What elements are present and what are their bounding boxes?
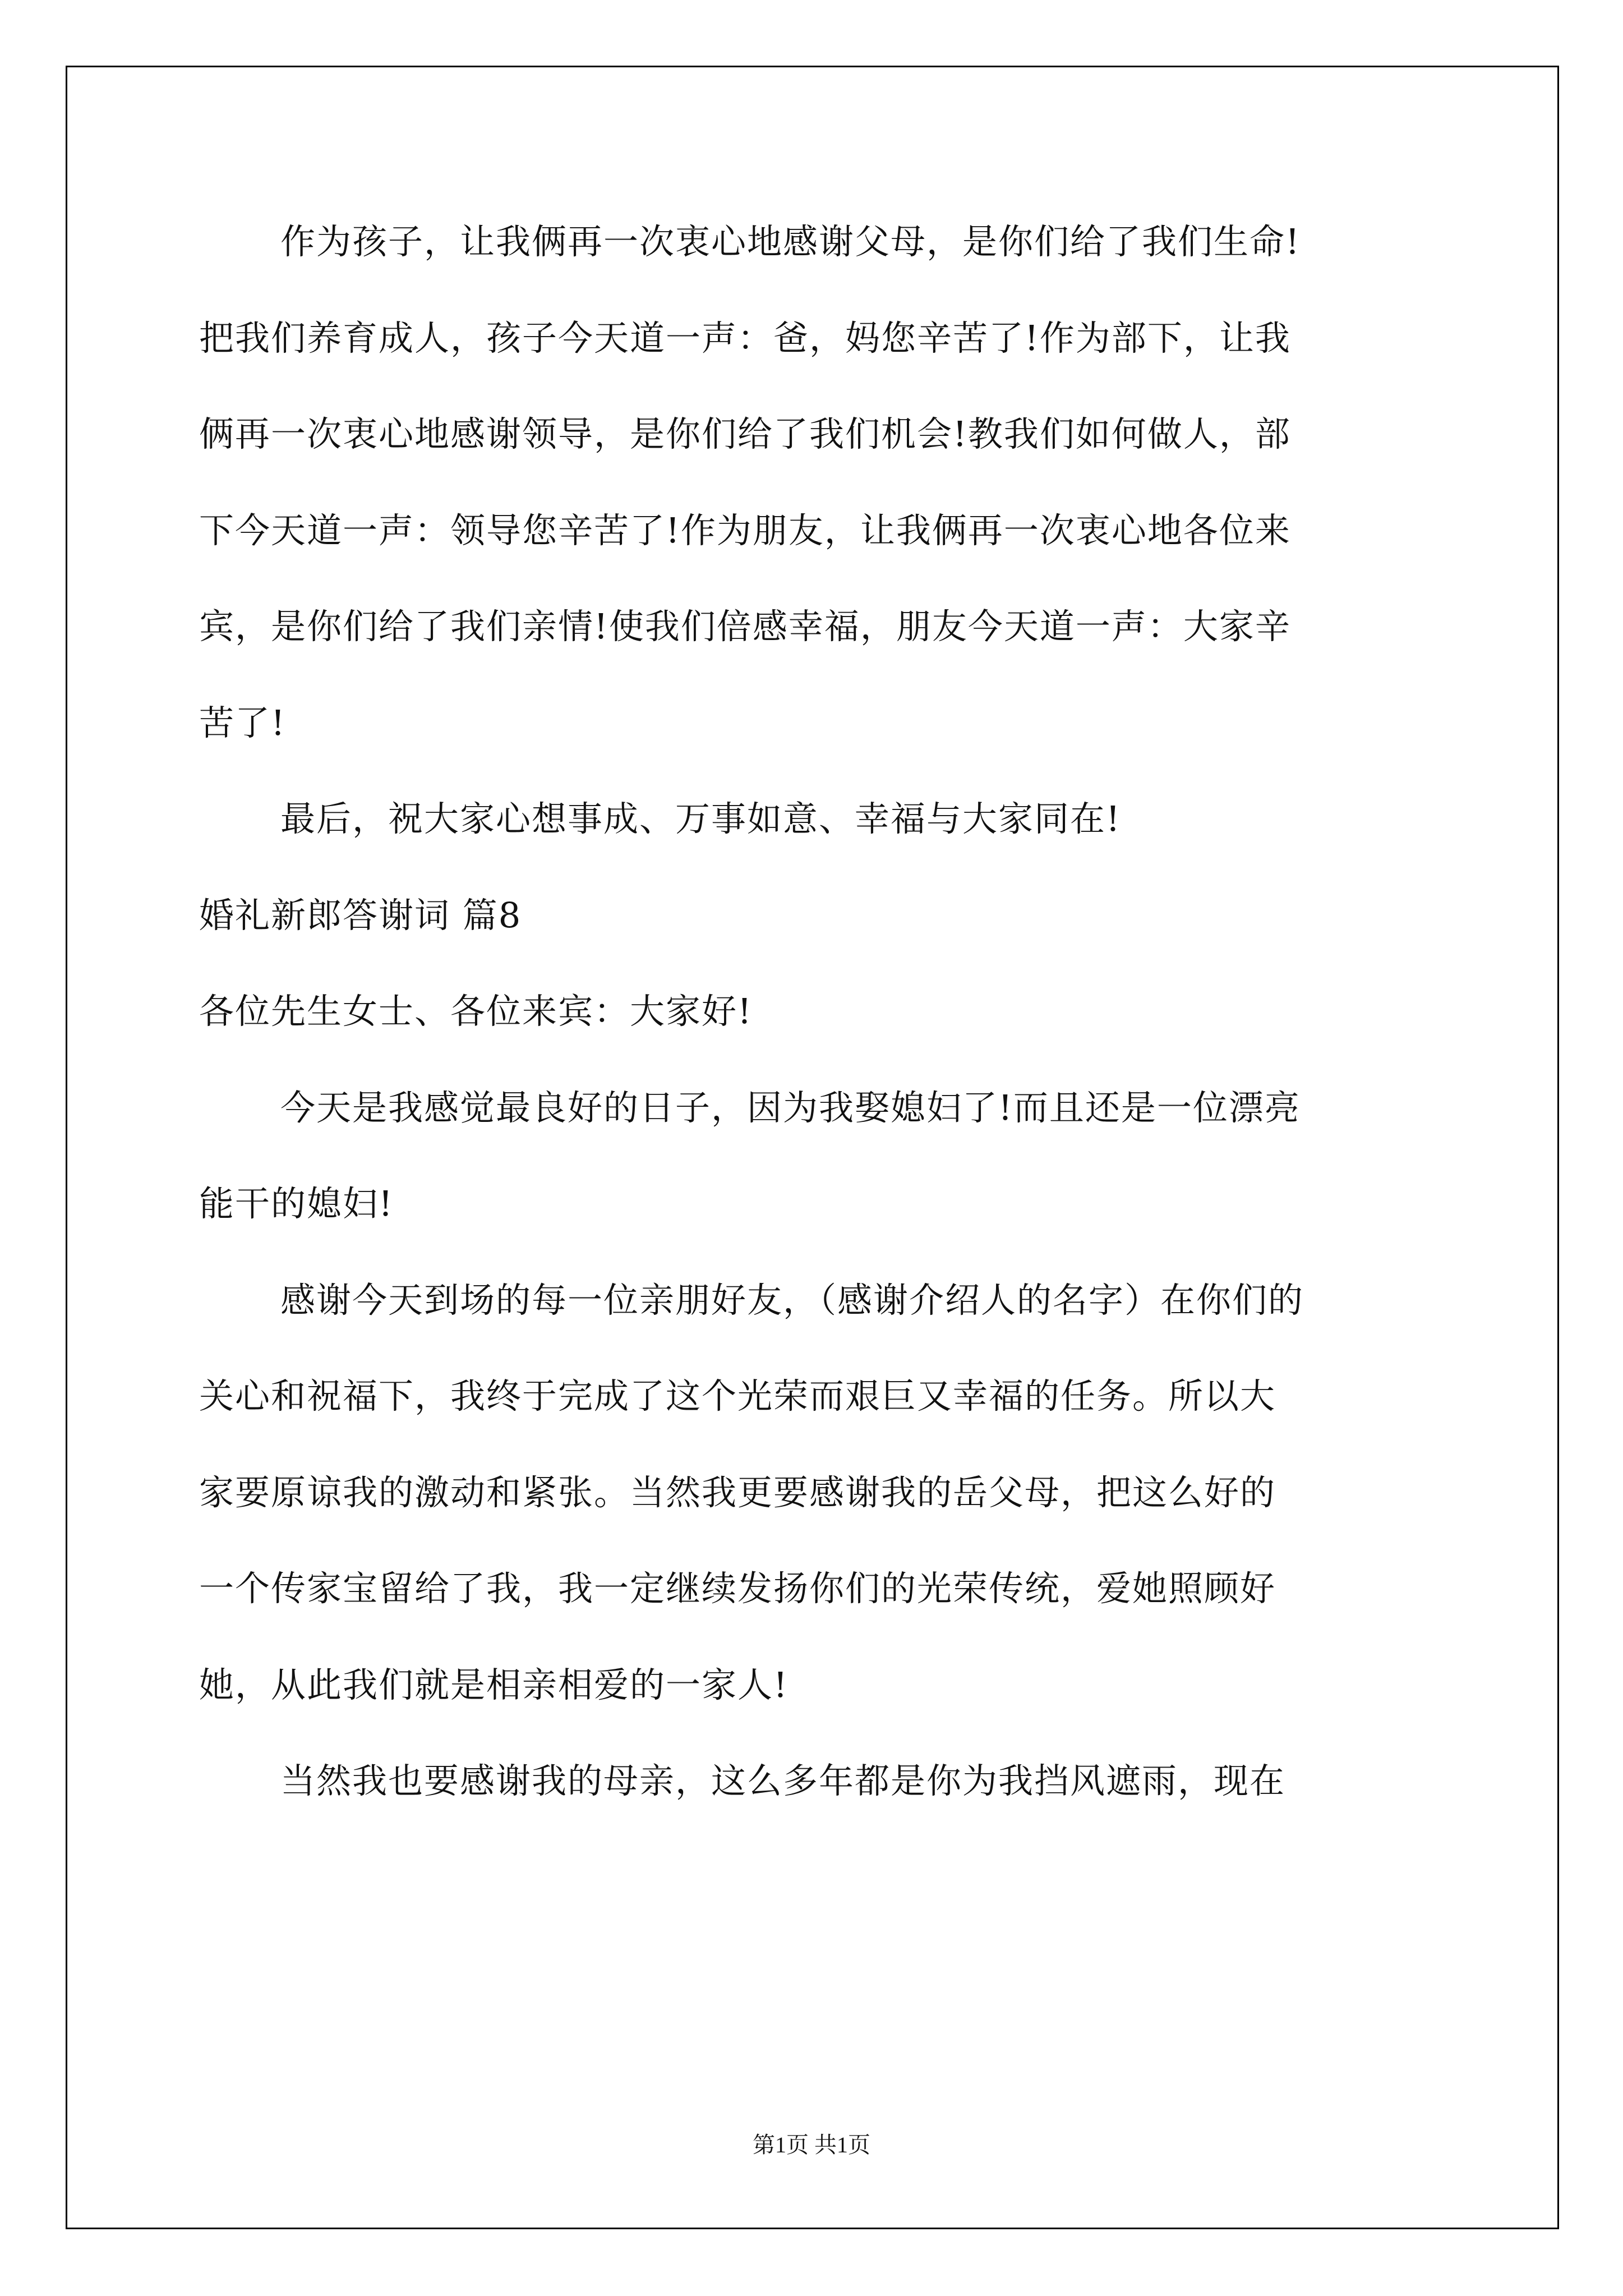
paragraph-line: 宾，是你们给了我们亲情!使我们倍感幸福，朋友今天道一声：大家辛 xyxy=(199,606,1291,647)
paragraph-line: 今天是我感觉最良好的日子，因为我娶媳妇了!而且还是一位漂亮 xyxy=(280,1087,1301,1128)
paragraph-line: 感谢今天到场的每一位亲朋好友，（感谢介绍人的名字）在你们的 xyxy=(280,1279,1304,1320)
paragraph-line: 下今天道一声：领导您辛苦了!作为朋友，让我俩再一次衷心地各位来 xyxy=(199,509,1291,551)
paragraph-line: 能干的媳妇! xyxy=(199,1183,394,1224)
paragraph-line: 最后，祝大家心想事成、万事如意、幸福与大家同在! xyxy=(280,798,1121,839)
salutation: 各位先生女士、各位来宾：大家好! xyxy=(199,991,753,1032)
document-body xyxy=(199,194,1433,1829)
paragraph-line: 一个传家宝留给了我，我一定继续发扬你们的光荣传统，爱她照顾好 xyxy=(199,1568,1276,1609)
paragraph-line: 苦了! xyxy=(199,702,286,743)
paragraph-line: 当然我也要感谢我的母亲，这么多年都是你为我挡风遮雨，现在 xyxy=(280,1760,1286,1801)
section-heading: 婚礼新郎答谢词 篇8 xyxy=(199,894,522,936)
paragraph-line: 作为孩子，让我俩再一次衷心地感谢父母，是你们给了我们生命! xyxy=(280,221,1301,262)
paragraph-line: 把我们养育成人，孩子今天道一声：爸，妈您辛苦了!作为部下，让我 xyxy=(199,317,1291,358)
paragraph-line: 家要原谅我的激动和紧张。当然我更要感谢我的岳父母，把这么好的 xyxy=(199,1471,1276,1513)
paragraph-line: 她，从此我们就是相亲相爱的一家人! xyxy=(199,1664,789,1705)
paragraph-line: 俩再一次衷心地感谢领导，是你们给了我们机会!教我们如何做人，部 xyxy=(199,413,1291,454)
page-footer: 第1页 共1页 xyxy=(753,2132,870,2157)
paragraph-line: 关心和祝福下，我终于完成了这个光荣而艰巨又幸福的任务。所以大 xyxy=(199,1375,1276,1416)
